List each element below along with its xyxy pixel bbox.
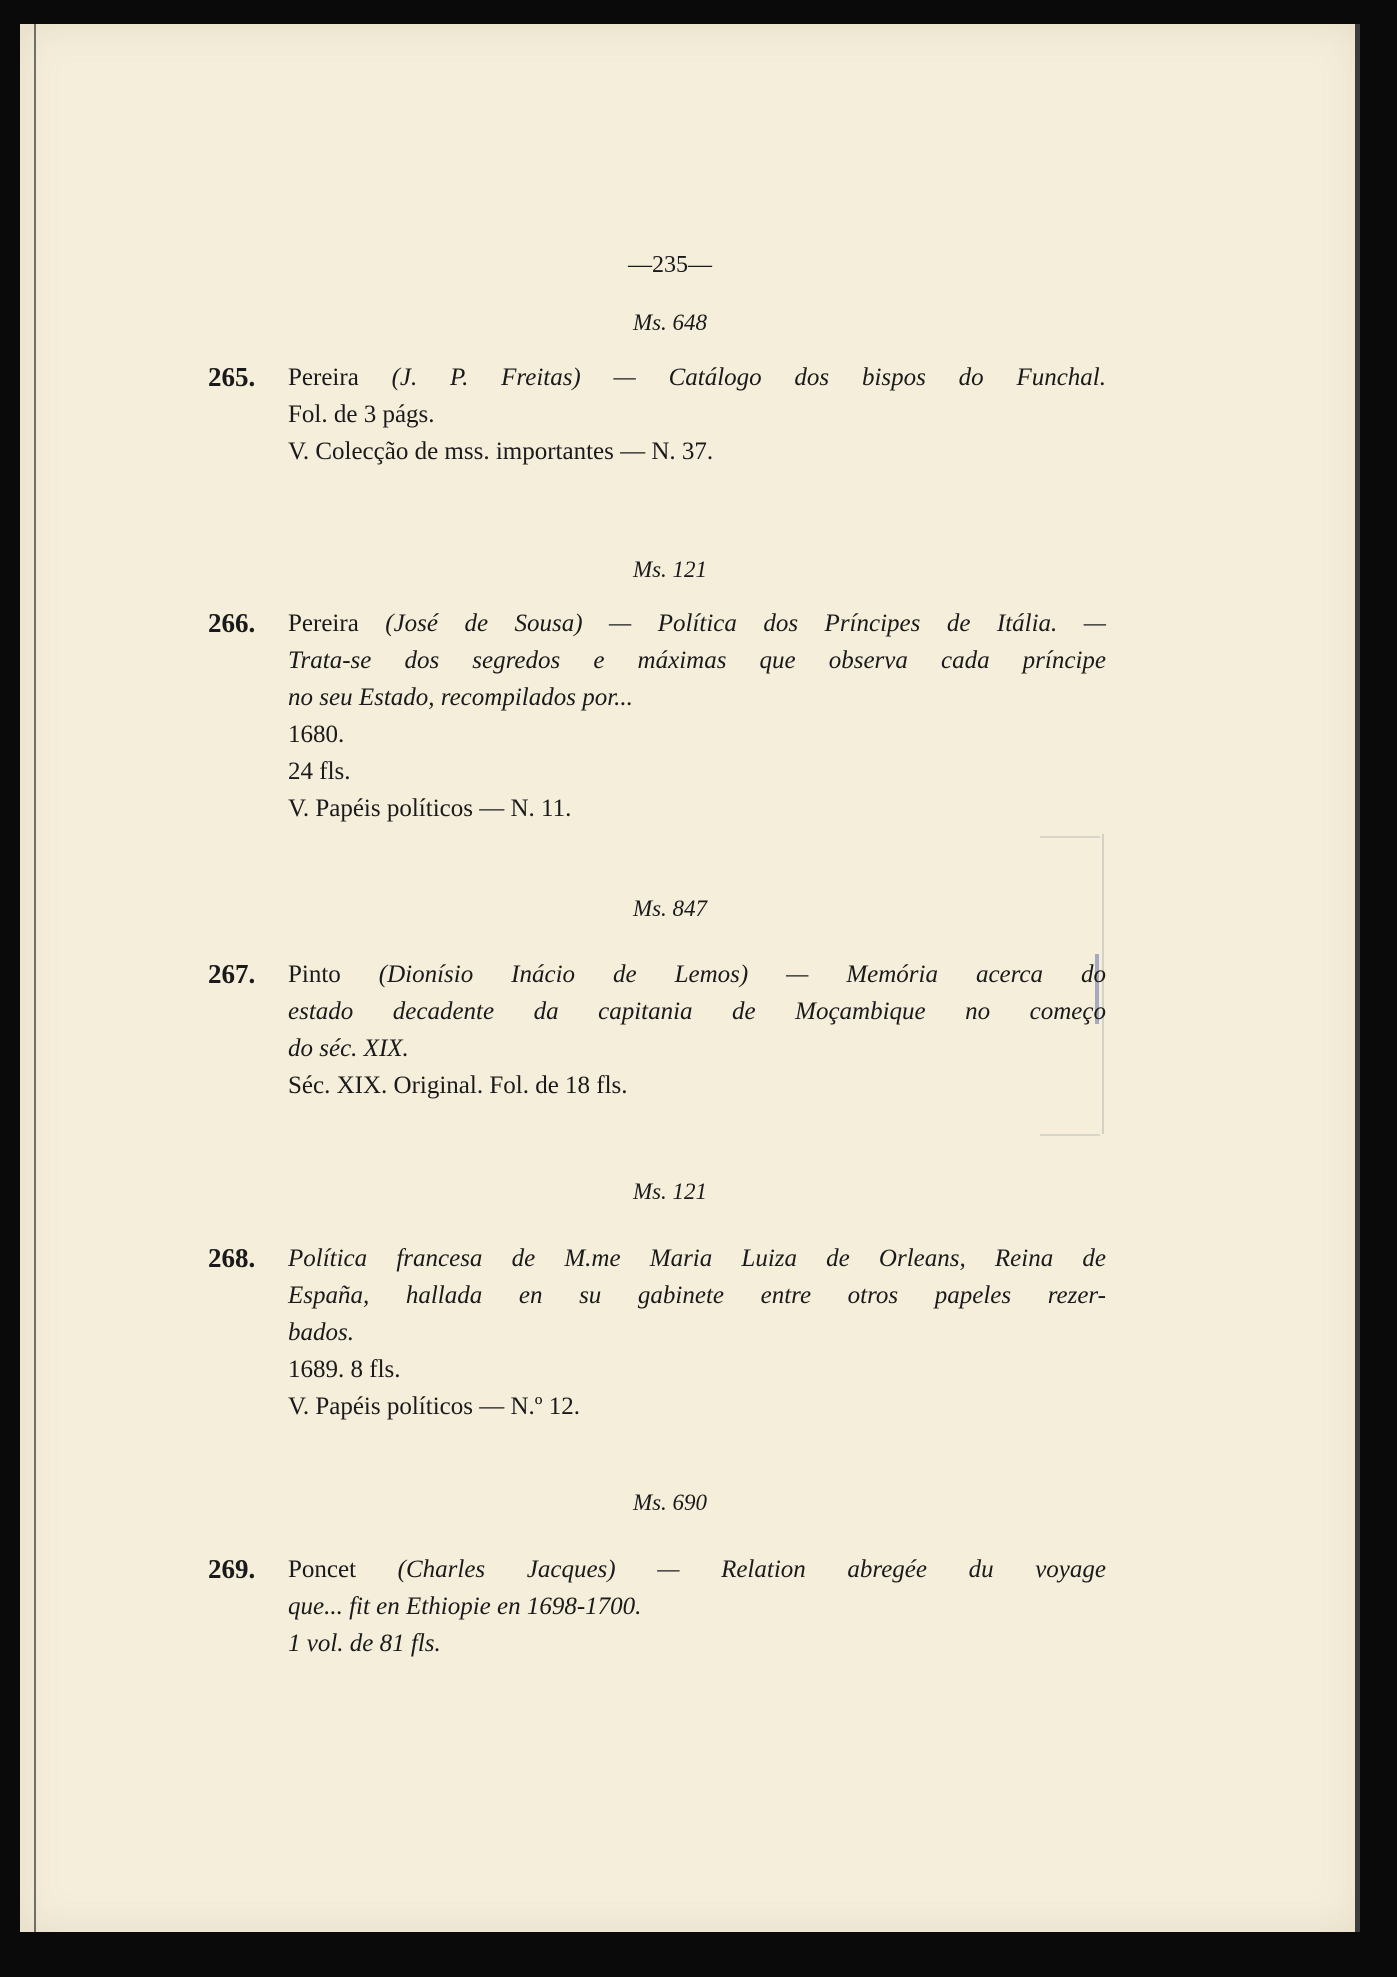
entry-number: 266. (208, 608, 256, 638)
entry-line: 1680. (288, 721, 345, 748)
ms-label: Ms. 690 (632, 1490, 708, 1515)
ms-label: Ms. 121 (632, 1179, 708, 1204)
ms-label: Ms. 847 (632, 896, 708, 921)
entry-line: Pereira (J. P. Freitas) — Catálogo dos bispos do Funchal. (288, 364, 1107, 391)
entry-line: no seu Estado, recompilados por... (288, 684, 633, 711)
scan-border-bottom (0, 1932, 1397, 1977)
document-page (20, 24, 1360, 1932)
page-number: —235— (628, 252, 712, 278)
entry-line: 24 fls. (288, 758, 351, 785)
entry-line: Pinto (Dionísio Inácio de Lemos) — Memória acerca do (288, 961, 1106, 988)
entry-line: Trata-se dos segredos e máximas que observa cada príncipe (288, 647, 1106, 674)
entry-line: que... fit en Ethiopie en 1698-1700. (288, 1593, 642, 1620)
catalog-entry (208, 1551, 1106, 1662)
entry-line: bados. (288, 1319, 354, 1346)
catalog-entry (208, 1240, 1106, 1425)
entry-line: estado decadente da capitania de Moçambique no começo (288, 998, 1106, 1025)
entry-line: Poncet (Charles Jacques) — Relation abregée du voyage (288, 1556, 1106, 1583)
catalog-entry (208, 956, 1106, 1104)
entry-line: Fol. de 3 págs. (288, 401, 435, 428)
ms-label: Ms. 648 (632, 310, 708, 335)
catalog-entry (208, 359, 1107, 470)
entry-line: Política francesa de M.me Maria Luiza de Orleans, Reina de (288, 1245, 1106, 1272)
entry-line: do séc. XIX. (288, 1035, 409, 1062)
entry-line: V. Papéis políticos — N.º 12. (288, 1393, 581, 1420)
entry-number: 265. (208, 362, 256, 392)
entry-line: España, hallada en su gabinete entre otros papeles rezer- (288, 1282, 1106, 1309)
entry-line: Séc. XIX. Original. Fol. de 18 fls. (288, 1072, 628, 1099)
entry-number: 267. (208, 959, 256, 989)
entry-line: Pereira (José de Sousa) — Política dos Príncipes de Itália. — (288, 610, 1106, 637)
entry-line: V. Colecção de mss. importantes — N. 37. (288, 438, 714, 465)
entry-line: V. Papéis políticos — N. 11. (288, 795, 572, 822)
entry-line: 1689. 8 fls. (288, 1356, 401, 1383)
page-right-edge (1355, 24, 1360, 1932)
ms-label: Ms. 121 (632, 557, 708, 582)
bleed-mark (1040, 836, 1100, 838)
entry-number: 269. (208, 1554, 256, 1584)
entry-number: 268. (208, 1243, 256, 1273)
catalog-entry (208, 605, 1106, 827)
bleed-mark (1040, 1134, 1100, 1136)
entry-line: 1 vol. de 81 fls. (288, 1630, 441, 1657)
